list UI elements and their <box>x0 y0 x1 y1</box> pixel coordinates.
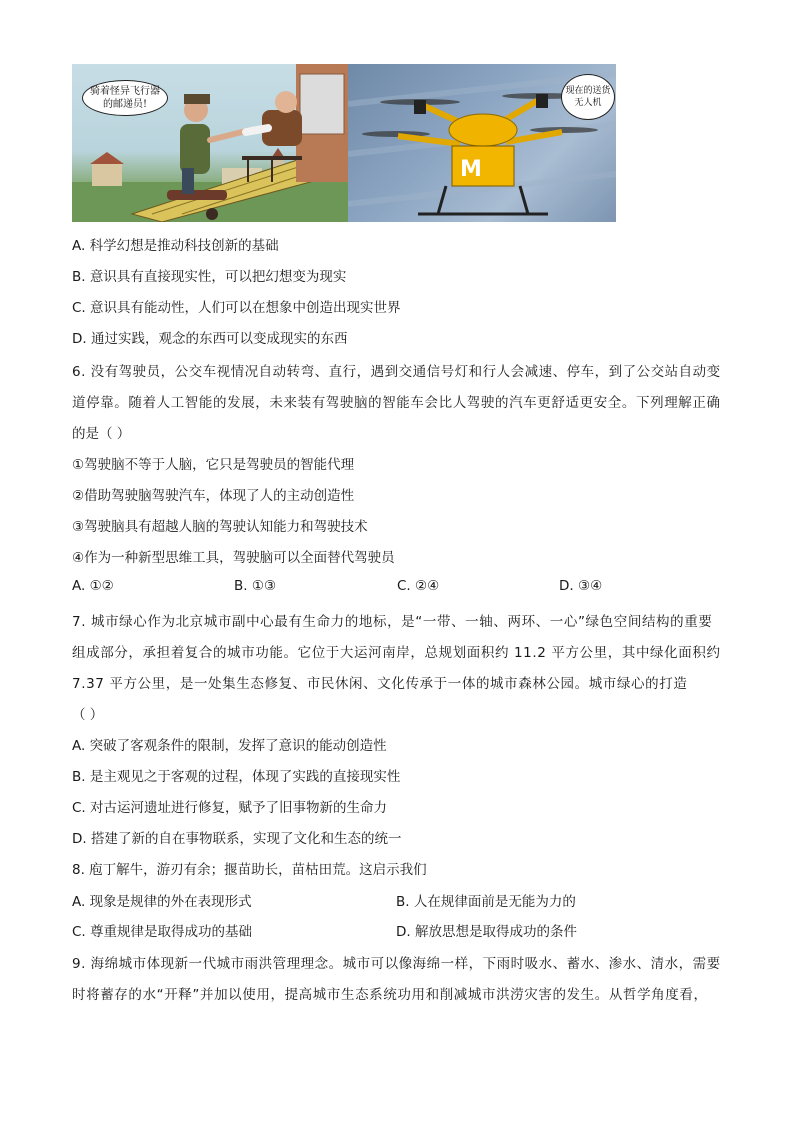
q6-options-row <box>72 578 712 598</box>
q7-stem-line-1: 7. 城市绿心作为北京城市副中心最有生命力的地标，是“一带、一轴、两环、一心”绿色空间结构的重要 <box>72 614 713 630</box>
q8-stem: 8. 庖丁解牛，游刃有余；揠苗助长，苗枯田荒。这启示我们 <box>72 862 427 878</box>
q6-stem-line-3: 的是（ ） <box>72 426 131 442</box>
illustration-figure <box>72 64 616 222</box>
q7-option-d[interactable]: D. 搭建了新的自在事物联系，实现了文化和生态的统一 <box>72 831 402 847</box>
q6-option-c[interactable]: C. ②④ <box>397 578 440 594</box>
q5-option-c[interactable]: C. 意识具有能动性，人们可以在想象中创造出现实世界 <box>72 300 401 316</box>
q7-option-b[interactable]: B. 是主观见之于客观的过程，体现了实践的直接现实性 <box>72 769 401 785</box>
q9-stem-line-1: 9. 海绵城市体现新一代城市雨洪管理理念。城市可以像海绵一样，下雨时吸水、蓄水、渗水、清水，需要 <box>72 956 721 972</box>
q5-option-a[interactable]: A. 科学幻想是推动科技创新的基础 <box>72 238 279 254</box>
q6-item-1: ①驾驶脑不等于人脑，它只是驾驶员的智能代理 <box>72 457 355 473</box>
q6-item-3: ③驾驶脑具有超越人脑的驾驶认知能力和驾驶技术 <box>72 519 368 535</box>
q9-stem-line-2: 时将蓄存的水“开释”并加以使用，提高城市生态系统功用和削减城市洪涝灾害的发生。从哲学角度看， <box>72 987 708 1003</box>
speech-bubble-left: 骑着怪异飞行器的邮递员! <box>82 80 168 116</box>
q5-option-d[interactable]: D. 通过实践，观念的东西可以变成现实的东西 <box>72 331 348 347</box>
q6-option-b[interactable]: B. ①③ <box>234 578 277 594</box>
q6-option-a[interactable]: A. ①② <box>72 578 114 594</box>
svg-text:M: M <box>460 157 482 182</box>
q6-option-d[interactable]: D. ③④ <box>559 578 603 594</box>
q8-option-c[interactable]: C. 尊重规律是取得成功的基础 <box>72 924 253 940</box>
q6-item-2: ②借助驾驶脑驾驶汽车，体现了人的主动创造性 <box>72 488 355 504</box>
q7-option-c[interactable]: C. 对古运河遗址进行修复，赋予了旧事物新的生命力 <box>72 800 388 816</box>
q8-options-row-2 <box>72 920 712 940</box>
q5-option-b[interactable]: B. 意识具有直接现实性，可以把幻想变为现实 <box>72 269 347 285</box>
q6-item-4: ④作为一种新型思维工具，驾驶脑可以全面替代驾驶员 <box>72 550 395 566</box>
q7-stem-line-4: （ ） <box>72 707 104 723</box>
retro-postman-illustration <box>72 64 348 222</box>
q8-option-a[interactable]: A. 现象是规律的外在表现形式 <box>72 894 252 910</box>
q8-options-row-1 <box>72 890 712 910</box>
q8-option-b[interactable]: B. 人在规律面前是无能为力的 <box>396 894 576 910</box>
q8-option-d[interactable]: D. 解放思想是取得成功的条件 <box>396 924 577 940</box>
q7-stem-line-3: 7.37 平方公里，是一处集生态修复、市民休闲、文化传承于一体的城市森林公园。城市绿心的打造 <box>72 676 688 692</box>
speech-bubble-right: 现在的送货无人机 <box>561 74 615 120</box>
q7-stem-line-2: 组成部分，承担着复合的城市功能。它位于大运河南岸，总规划面积约 11.2 平方公里，其中绿化面积约 <box>72 645 721 661</box>
q6-stem-line-1: 6. 没有驾驶员，公交车视情况自动转弯、直行，遇到交通信号灯和行人会减速、停车，到了公交站自动变 <box>72 364 721 380</box>
q7-option-a[interactable]: A. 突破了客观条件的限制，发挥了意识的能动创造性 <box>72 738 387 754</box>
delivery-drone-photo <box>348 64 616 222</box>
q6-stem-line-2: 道停靠。随着人工智能的发展，未来装有驾驶脑的智能车会比人驾驶的汽车更舒适更安全。下列理解正确 <box>72 395 721 411</box>
